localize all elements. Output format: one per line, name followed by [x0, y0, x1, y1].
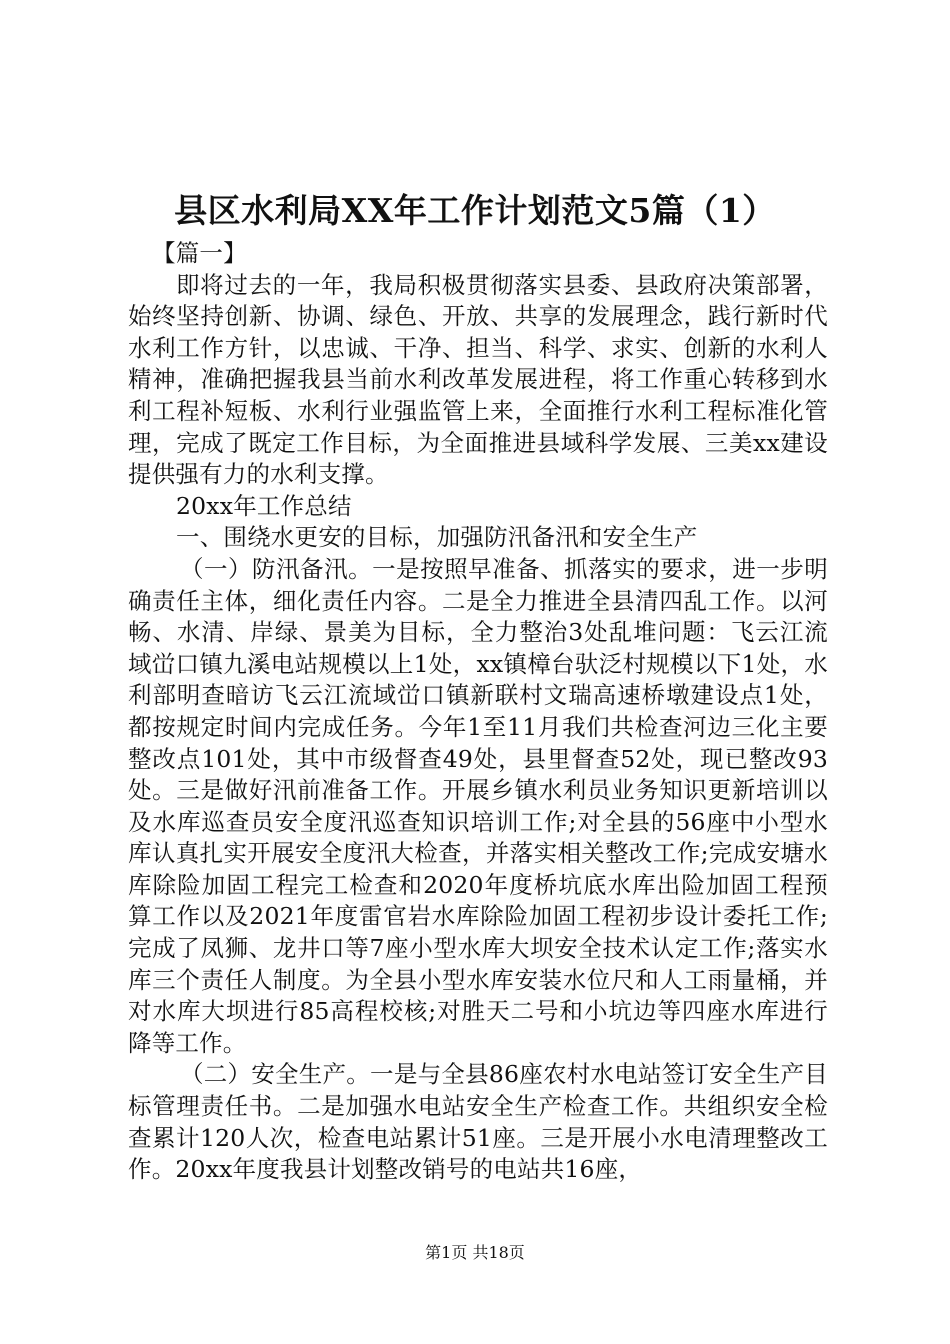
page-footer: 第1页 共18页 — [425, 1243, 525, 1262]
paragraph: 一、围绕水更安的目标，加强防汛备汛和安全生产 — [176, 523, 698, 552]
document-body — [128, 238, 828, 1186]
document-title: 县区水利局XX年工作计划范文5篇（1） — [174, 191, 776, 230]
paragraph: （一）防汛备汛。一是按照早准备、抓落实的要求，进一步明确责任主体，细化责任内容。二是全力推进全县清四乱工作。以河畅、水清、岸绿、景美为目标，全力整治3处乱堆问题：飞云江流域峃口镇九溪电站规模以上1处，xx镇樟台驮泛村规模以下1处，水利部明查暗访飞云江流域峃口镇新联村文瑞高速桥墩建设点1处，都按规定时间内完成任务。今年1至11月我们共检查河边三化主要整改点101处，其中市级督查49处，县里督查52处，现已整改93处。三是做好汛前准备工作。开展乡镇水利员业务知识更新培训以及水库巡查员安全度汛巡查知识培训工作;对全县的56座中小型水库认真扎实开展安全度汛大检查，并落实相关整改工作;完成安塘水库除险加固工程完工检查和2020年度桥坑底水库出险加固工程预算工作以及2021年度雷官岩水库除险加固工程初步设计委托工作;完成了凤狮、龙井口等7座小型水库大坝安全技术认定工作;落实水库三个责任人制度。为全县小型水库安装水位尺和人工雨量桶，并对水库大坝进行85高程校核;对胜天二号和小坑边等四座水库进行降等工作。 — [128, 554, 828, 1057]
paragraph: 20xx年工作总结 — [176, 491, 352, 520]
section-heading: 【篇一】 — [152, 239, 247, 267]
paragraph: 即将过去的一年，我局积极贯彻落实县委、县政府决策部署，始终坚持创新、协调、绿色、开放、共享的发展理念，践行新时代水利工作方针，以忠诚、干净、担当、科学、求实、创新的水利人精神，准确把握我县当前水利改革发展进程，将工作重心转移到水利工程补短板、水利行业强监管上来，全面推行水利工程标准化管理，完成了既定工作目标，为全面推进县域科学发展、三美xx建设提供强有力的水利支撑。 — [128, 270, 828, 489]
paragraph: （二）安全生产。一是与全县86座农村水电站签订安全生产目标管理责任书。二是加强水电站安全生产检查工作。共组织安全检查累计120人次，检查电站累计51座。三是开展小水电清理整改工作。20xx年度我县计划整改销号的电站共16座， — [128, 1060, 828, 1184]
